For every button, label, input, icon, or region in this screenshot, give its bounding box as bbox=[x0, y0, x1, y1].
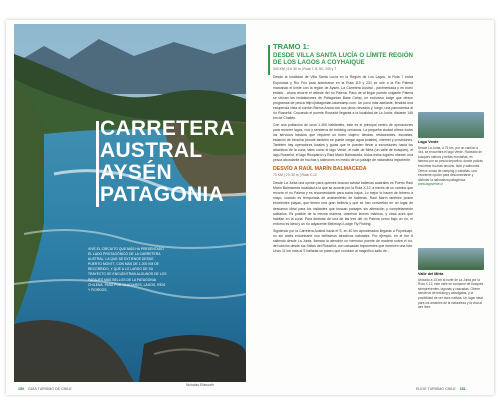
subsection-meta: 73 KM | 2 h 30 m | Ruta X-12 bbox=[273, 173, 317, 178]
valle-mirta-photo bbox=[418, 248, 484, 270]
sub-paragraph-2: Siguiendo por la Carretera Austral hacia el S, en 40 km aproximados llegarás a Puyuhuapi, no sin antes encontrarte con bellísimos atractivos naturales. Por ejemplo, en el Km 8 saliendo desde La Junta, llamará la atención un hermoso puente de madera sobre el río, del camino desde tus Saltos del Rosselot, con cascadas imponentes que merecen una foto. Unos 11 km más al S hallarás un paseo que conduce al magnífico salto de... bbox=[273, 228, 413, 253]
section-subtitle: 340 KM | 5 h 30 m | Ruta 7, 8, 5X, 240 y 7 bbox=[273, 67, 337, 72]
lago-verde-photo bbox=[418, 112, 484, 138]
main-column bbox=[273, 43, 413, 256]
intro-text: VIVE EL CIRCUITO QUE MÁS HA PRESENTADO EL LADO PROTAGÓNICO DE LA CARRETERA AUSTRAL, LA QUE SE EXTIENDE DESDE PUERTO MONTT, CON MÁS DE 1.200 KM DE RECORRIDO, Y QUE A LO LARGO DE SU TRAYECTO SE ENCUENTRAN ALGUNOS DE LOS PARAJES MÁS BELLOS DE LA PATAGONIA CHILENA. PASA POR GLACIARES, LAGOS, RÍOS Y FIORDOS. bbox=[88, 247, 167, 292]
hero-title-line-1: CARRETERA bbox=[100, 117, 235, 140]
right-footer-text: ELIGE TURISMO CHILE bbox=[416, 387, 456, 391]
section-label: TRAMO 1: bbox=[273, 42, 310, 51]
section-title-rule bbox=[268, 45, 270, 75]
photo-credit: Nicholas Ellsworth bbox=[186, 383, 214, 387]
hero-title-bar bbox=[96, 121, 99, 207]
sidebar-caption: Valle del Mirta bbox=[418, 272, 444, 276]
left-footer-text: GUÍA TURISMO DE CHILE bbox=[28, 387, 72, 391]
body-paragraph-2: Con una población de unos 1.300 habitantes, este es el principal centro de operaciones para recorrer lagos, ríos y senderos de trekking cercanos. La pequeña ciudad ofrece todos los servicios básicos que requiere un buen viajero: tiendas, restaurantes, escuelas, estación de bencina (donde también se puede cargar agua potable), internet y provisiones. También hay operadores locales y guías que te pueden llevar a excursiones hacia los atractivos de la zona, tales como el lago Verde, el valle de Mirta (un valle de bosques), el lago Rosselot, el lago Risopatrón y Raúl Marín Balmaceda, todos estos lugares ofrecen una pesca abundante de truchas y salmones en medio de un paisaje de naturaleza imponente. bbox=[273, 122, 413, 163]
section-title: DESDE VILLA SANTA LUCÍA O LÍMITE REGIÓN DE LOS LAGOS A COYHAIQUE bbox=[273, 52, 413, 67]
sidebar-caption: Lago Verde bbox=[418, 140, 439, 144]
hero-title-line-2: AUSTRAL bbox=[100, 139, 203, 162]
sub-paragraph-1: Desde La Junta una opción para quienes buscan avistar ballenas australes es Puerto Raúl Marín Balmaceda localidad a la que se accede por la Ruta X-12, a través de un camino que recorre el río Palena y es recomendable para autos bajos. Lo mejor lo hacen de febrero a mayo, cuando es temporada de avistamiento de ballenas. Raúl Marín también posee excelentes playas, que tienen una gran belleza y que se han convertido en un lugar de descanso ideal para los visitantes que buscan paisajes sin alteración y completamente solitarios. Es posible de la misma manera, observar leones marinos, y otras aves que habitan en la zona. Para disfrutar de una de las tres del río Palena como bajo un río, el entorno es ideal y un río adyacente Melimoyu Lodge Fly Fishing. bbox=[273, 181, 413, 226]
sidebar-text: Desde La Junta, a 75 km, por un camino a 4x4, se encuentra el lago Verde. Rodeado de bosques nativos y bellas montañas, es famoso por su pesca deportiva, donde podrás encontrar truchas arcoíris, fario y salmones. Ofrece zonas de camping y cabañas, una excelente opción para desconectarse y disfrutar la naturaleza patagónica. bbox=[418, 145, 483, 182]
sidebar-link[interactable]: www.lagoverde.cl bbox=[418, 182, 443, 187]
sidebar-text: Ubicado a 13 km al norte de La Junta por la Ruta X-12, este valle se compone de bosques siempreverdes, lagunas y cascadas. Ofrece senderos de trekking y cabalgatas, y la posibilidad de ver aves nativas. Un lugar ideal para los amantes de la naturaleza y la vida al aire libre. bbox=[418, 277, 484, 310]
hero-title-line-4: PATAGONIA bbox=[100, 183, 225, 206]
subsection-title: DESVÍO A RAÚL MARÍN BALMACEDA bbox=[273, 166, 367, 173]
hero-title bbox=[100, 118, 235, 206]
body-paragraph-1: Desde la localidad de Villa Santa Lucía en la Región de Los Lagos, la Ruta 7 entra Espíndola y Río Frío para adentrarse en la Ruta 119 y 231 se une a la Río Palena marcando el límite con la región de Aysén. La Carretera Austral - pavimentada y en buen estado - ahora recorre el vallede del río Palena. Paso de al llegar puente colgante Palena se ubican las instalaciones de Patagonian Base Camp, un exclusivo lodge que ofrece programas de pesca http://patagonian-basecamp.com. Un poco más adelante, tendrás una estupenda vista al cordón Barros Arana con sus picos nevados y, luego, una panorámica al río Rosselot. Cruzando el puente Rosselot llegarás a la localidad de La Junta, distante 146 km de Chaitén. bbox=[273, 75, 413, 120]
right-footer bbox=[416, 387, 469, 391]
left-page-number: 150 bbox=[18, 387, 24, 391]
hero-title-line-3: AYSÉN bbox=[100, 161, 172, 184]
sidebar-item-valle-mirta bbox=[418, 248, 484, 310]
sidebar-item-lago-verde bbox=[418, 112, 484, 187]
left-footer bbox=[18, 387, 72, 391]
right-page-number: 151 bbox=[459, 387, 466, 391]
